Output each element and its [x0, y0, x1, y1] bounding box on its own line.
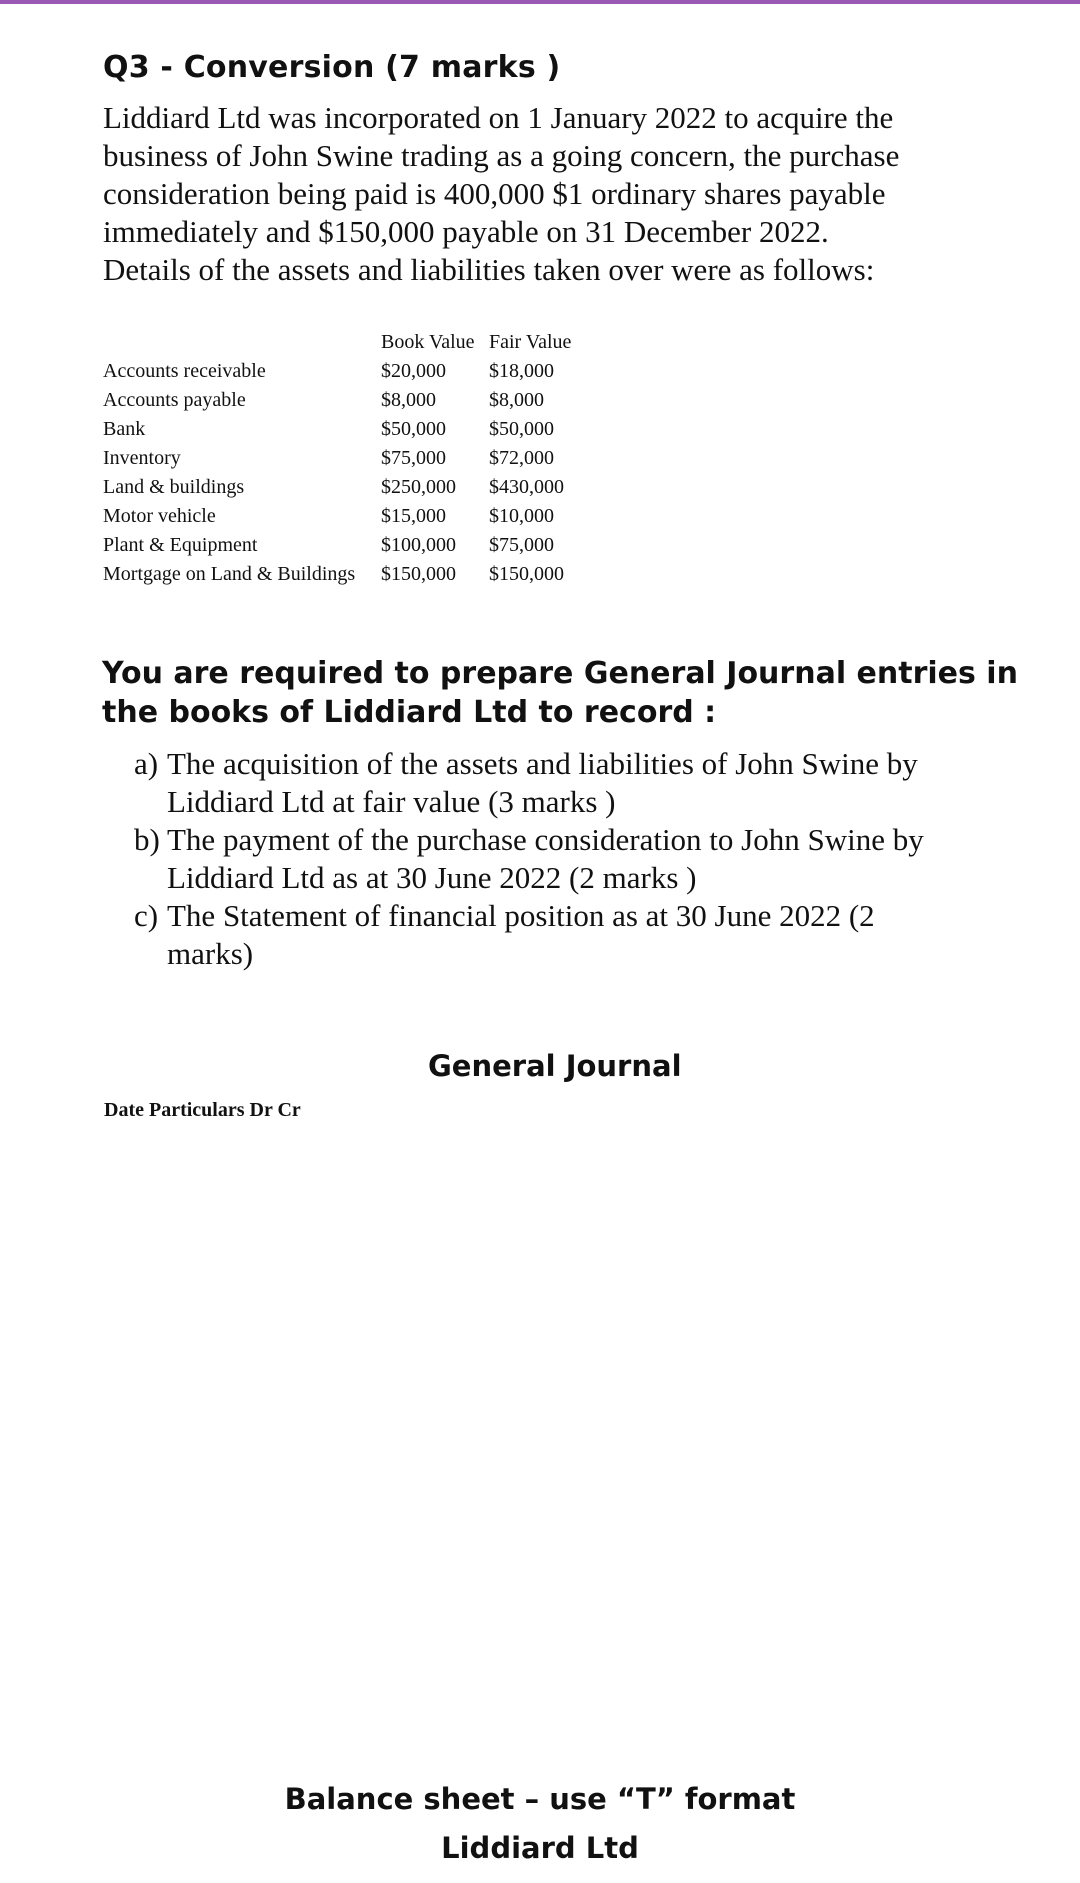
row-name: Plant & Equipment — [103, 534, 258, 556]
task-line: The Statement of financial position as at 30 June 2022 (2 — [167, 898, 875, 933]
row-book-value: $150,000 — [381, 563, 456, 585]
table-row — [103, 415, 599, 444]
table-row — [103, 560, 599, 589]
row-fair-value: $150,000 — [489, 563, 564, 585]
company-name: Liddiard Ltd — [441, 1831, 639, 1865]
task-letter: b) — [134, 822, 160, 857]
top-accent-rule — [0, 0, 1080, 4]
question-title: Q3 - Conversion (7 marks ) — [103, 50, 561, 85]
table-row — [103, 386, 599, 415]
row-book-value: $8,000 — [381, 389, 436, 411]
row-fair-value: $8,000 — [489, 389, 544, 411]
task-item-b — [134, 821, 924, 897]
row-book-value: $15,000 — [381, 505, 446, 527]
row-name: Motor vehicle — [103, 505, 216, 527]
task-text — [167, 745, 918, 821]
assets-liabilities-table — [103, 328, 599, 589]
row-name: Mortgage on Land & Buildings — [103, 563, 356, 585]
task-line: Liddiard Ltd at fair value (3 marks ) — [167, 784, 616, 819]
intro-line: Liddiard Ltd was incorporated on 1 January 2022 to acquire the — [103, 100, 894, 135]
task-text — [167, 821, 924, 897]
row-book-value: $75,000 — [381, 447, 446, 469]
task-letter: a) — [134, 746, 159, 781]
row-name: Accounts receivable — [103, 360, 266, 382]
required-line: You are required to prepare General Journal entries in — [102, 656, 1018, 691]
intro-line: consideration being paid is 400,000 $1 ordinary shares payable — [103, 176, 886, 211]
table-row — [103, 473, 599, 502]
task-line: marks) — [167, 936, 254, 971]
intro-line: business of John Swine trading as a going concern, the purchase — [103, 138, 900, 173]
row-name: Inventory — [103, 447, 181, 469]
header-cell-fair-value: Fair Value — [489, 331, 572, 353]
row-book-value: $20,000 — [381, 360, 446, 382]
task-item-c — [134, 897, 924, 973]
row-fair-value: $10,000 — [489, 505, 554, 527]
task-item-a — [134, 745, 924, 821]
row-fair-value: $18,000 — [489, 360, 554, 382]
intro-line: Details of the assets and liabilities taken over were as follows: — [103, 252, 875, 287]
question-intro — [103, 99, 1003, 289]
task-list — [134, 745, 924, 973]
table-row — [103, 502, 599, 531]
row-book-value: $100,000 — [381, 534, 456, 556]
header-cell-book-value: Book Value — [381, 331, 475, 353]
table-row — [103, 357, 599, 386]
row-book-value: $50,000 — [381, 418, 446, 440]
required-line: the books of Liddiard Ltd to record : — [102, 695, 717, 730]
header-cell-name — [103, 328, 381, 357]
row-book-value: $250,000 — [381, 476, 456, 498]
task-letter: c) — [134, 898, 159, 933]
table-row — [103, 531, 599, 560]
table-header-row — [103, 328, 599, 357]
row-name: Land & buildings — [103, 476, 245, 498]
balance-sheet-title: Balance sheet – use “T” format — [284, 1782, 796, 1816]
general-journal-header: Date Particulars Dr Cr — [104, 1099, 301, 1121]
task-line: The payment of the purchase consideration to John Swine by — [167, 822, 924, 857]
row-name: Bank — [103, 418, 146, 440]
general-journal-title: General Journal — [428, 1049, 682, 1083]
required-instructions — [102, 654, 1018, 732]
task-line: Liddiard Ltd as at 30 June 2022 (2 marks ) — [167, 860, 697, 895]
task-line: The acquisition of the assets and liabilities of John Swine by — [167, 746, 918, 781]
table-row — [103, 444, 599, 473]
task-text — [167, 897, 875, 973]
row-name: Accounts payable — [103, 389, 246, 411]
intro-line: immediately and $150,000 payable on 31 December 2022. — [103, 214, 829, 249]
row-fair-value: $50,000 — [489, 418, 554, 440]
row-fair-value: $72,000 — [489, 447, 554, 469]
row-fair-value: $75,000 — [489, 534, 554, 556]
row-fair-value: $430,000 — [489, 476, 564, 498]
